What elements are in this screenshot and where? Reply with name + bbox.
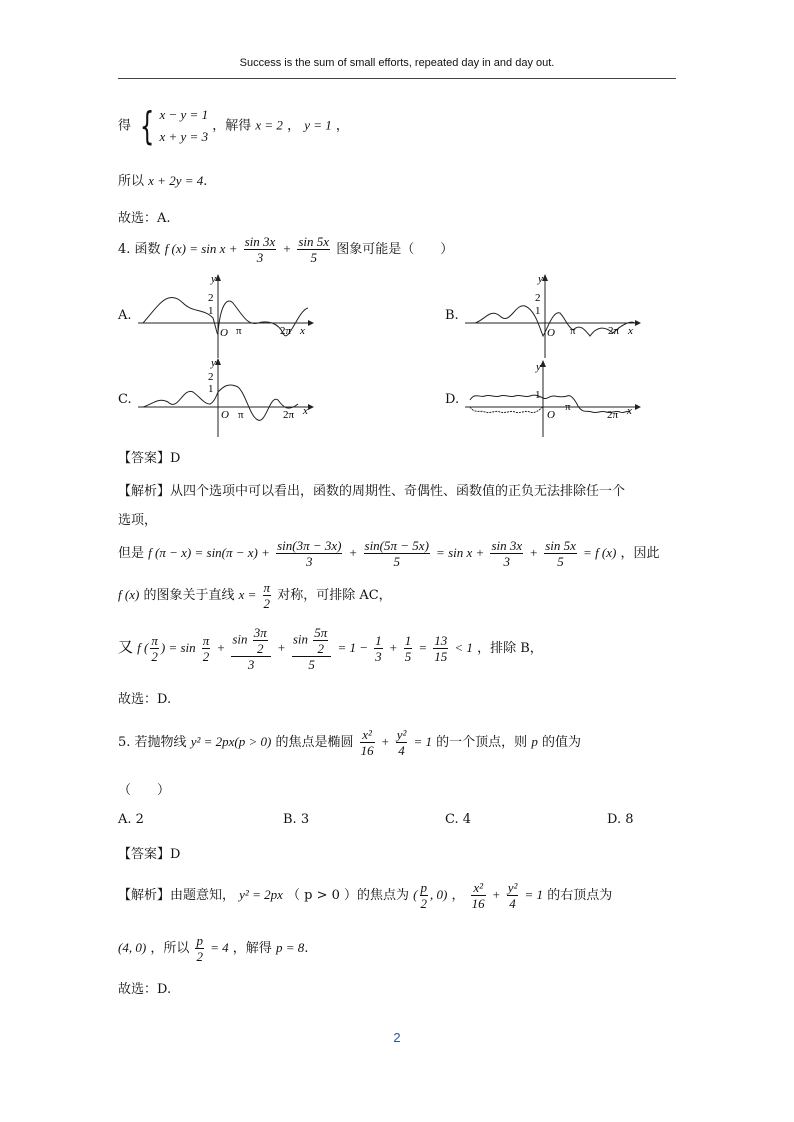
tick-pi: π (565, 401, 571, 413)
derivation-frac-1 (276, 538, 342, 569)
q5-choose: 故选：D. (118, 982, 172, 997)
sym-fx: f (x) (118, 587, 140, 602)
q5-an-cond: （ p > 0 ）的焦点为 (287, 888, 410, 903)
q5-suffix: 的一个顶点，则 (436, 735, 528, 750)
q5-mid: 的焦点是椭圆 (275, 735, 354, 750)
q5-an2-eq: = 4 (210, 940, 229, 955)
q4-symmetry-derivation (118, 538, 660, 569)
q4-frac-2 (297, 234, 330, 265)
plus: + (348, 545, 358, 560)
frac-den: 16 (360, 743, 374, 758)
frac-den: 3 (306, 554, 313, 569)
q4-analysis-line-2: 选项， (118, 513, 158, 528)
plus: + (388, 640, 398, 655)
tick-2: 2 (535, 292, 541, 304)
brace-symbol: { (139, 104, 155, 148)
solution-line-sum (118, 170, 207, 189)
q5-ellipse-x (360, 727, 375, 758)
q4-choose: 故选：D. (118, 692, 172, 707)
plus: + (216, 640, 226, 655)
q4-number: 4. 函数 (118, 242, 161, 257)
option-a-graph (118, 268, 318, 358)
frac-den: 16 (471, 896, 485, 911)
equation-1: x − y = 1 (159, 107, 209, 122)
derivation-mid: = sin x + (436, 545, 485, 560)
page-number: 2 (393, 1030, 401, 1045)
option-b-label: B. (445, 308, 459, 323)
frac-num: sin 5x (298, 234, 330, 249)
equation-2: x + y = 3 (159, 129, 209, 144)
frac-num: sin 3x (491, 538, 523, 553)
q5-p: p (531, 734, 538, 749)
question-4 (118, 234, 453, 265)
frac-den: 5 (557, 554, 564, 569)
you-s3-frac (292, 625, 331, 672)
frac-num: π (151, 633, 158, 648)
option-b-graph (445, 268, 645, 358)
frac-num: 5π (314, 625, 328, 640)
x-value: x = 2 (255, 117, 283, 133)
header-rule (118, 78, 676, 79)
tick-1: 1 (535, 305, 541, 317)
text-you: 又 (118, 638, 134, 656)
q5-an-ellipse-x (471, 880, 486, 911)
axis-y-label: y (536, 361, 541, 373)
axis-y-label: y (538, 273, 543, 285)
option-a-label: A. (118, 308, 132, 323)
q5-an-suffix: 的右顶点为 (547, 888, 613, 903)
q5-answer: 【答案】D (118, 847, 181, 862)
axis-x-label: x (627, 405, 632, 417)
tick-2pi: 2π (283, 409, 295, 421)
you-a-frac (374, 633, 383, 664)
option-c-graph (118, 352, 318, 442)
q4-suffix: 图象可能是（ ） (336, 242, 454, 257)
frac-den: 2 (151, 649, 158, 664)
q5-an-eq: = 1 (524, 887, 544, 902)
choice-line-a: 故选：A. (118, 211, 171, 226)
frac-num: sin(3π − 3x) (277, 538, 342, 553)
inner-frac (253, 625, 268, 656)
sym-suffix: 对称，可排除 AC， (277, 588, 392, 603)
sin-text: sin (232, 631, 248, 647)
q5-an2-solve: ，解得 (232, 941, 272, 956)
text-de: 得 (118, 118, 132, 134)
frac-num: 1 (404, 633, 412, 648)
tick-2: 2 (208, 371, 214, 383)
q5-choice-d: D. 8 (607, 812, 634, 827)
tick-pi: π (570, 325, 576, 337)
solution-line-system (118, 104, 349, 148)
period: . (203, 174, 208, 189)
plus: + (380, 734, 390, 749)
you-c-frac (433, 633, 448, 664)
you-f: f ( (137, 640, 149, 655)
q5-an2-mid: ，所以 (150, 941, 190, 956)
text-danshi: 但是 (118, 546, 145, 561)
q4-frac-1 (244, 234, 277, 265)
you-suffix: ，排除 B， (477, 641, 543, 656)
derivation-lhs: f (π − x) = sin(π − x) + (148, 545, 270, 560)
q5-an-prefix: 【解析】由题意知， (118, 888, 236, 903)
frac-den: 3 (256, 250, 264, 265)
text-solved: ，解得 (212, 118, 252, 134)
frac-num: p (420, 880, 428, 895)
paren-close: , 0) (430, 887, 448, 902)
you-eq: ) = sin (160, 640, 196, 655)
sum-expression: x + 2y = 4 (148, 173, 204, 188)
derivation-frac-4 (544, 538, 577, 569)
q5-eq: = 1 (413, 734, 433, 749)
derivation-rhs: = f (x) (583, 545, 617, 560)
q4-answer: 【答案】D (118, 451, 181, 466)
axis-x-label: x (300, 325, 305, 337)
frac-num (292, 625, 331, 657)
page-header-motto: Success is the sum of small efforts, repeated day in and day out. (239, 57, 555, 69)
frac-num: π (263, 580, 271, 595)
tick-1: 1 (208, 305, 214, 317)
paren-open: ( (413, 887, 418, 902)
tick-2pi: 2π (607, 409, 619, 421)
you-eq2: = 1 − (337, 640, 368, 655)
derivation-frac-2 (364, 538, 430, 569)
option-b-plot (465, 268, 645, 358)
plus: + (276, 640, 286, 655)
plus: + (491, 887, 501, 902)
option-d-label: D. (445, 392, 460, 407)
frac-den: 2 (317, 641, 325, 656)
frac-num: 3π (253, 625, 267, 640)
q5-suffix2: 的值为 (541, 735, 581, 750)
tick-2pi: 2π (608, 325, 620, 337)
frac-den: 2 (202, 649, 210, 664)
tick-1: 1 (208, 383, 214, 395)
frac-den: 5 (393, 554, 400, 569)
option-c-plot (138, 352, 318, 442)
frac-num: sin(5π − 5x) (364, 538, 429, 553)
axis-y-label: y (211, 273, 216, 285)
equation-system (159, 104, 208, 148)
origin-label: O (221, 409, 229, 421)
origin-label: O (220, 327, 228, 339)
frac-den: 2 (420, 896, 428, 911)
y-value: y = 1 (304, 117, 332, 133)
q4-symmetry-line (118, 580, 392, 611)
frac-den: 2 (257, 641, 264, 656)
option-d-plot (465, 352, 645, 442)
tick-1: 1 (535, 389, 541, 401)
option-d-graph (445, 352, 645, 442)
q5-an2-result: p = 8 (275, 940, 305, 955)
you-lt: < 1 (454, 640, 473, 655)
you-pi-frac (150, 633, 159, 664)
sym-x: x = (238, 587, 257, 602)
option-a-plot (138, 268, 318, 358)
frac-num: x² (360, 727, 375, 743)
period: . (304, 941, 309, 956)
q5-an-parab: y² = 2px (239, 887, 283, 902)
q5-choice-c: C. 4 (445, 812, 472, 827)
q4-value-line (118, 625, 543, 672)
frac-den: 5 (310, 250, 317, 265)
origin-label: O (547, 409, 555, 421)
q5-an2-frac (195, 933, 204, 964)
q5-parabola: y² = 2px(p > 0) (190, 734, 272, 749)
option-c-label: C. (118, 392, 132, 407)
frac-num: p (196, 933, 203, 948)
q5-an-ellipse-y (507, 880, 519, 911)
frac-num: π (202, 633, 210, 648)
origin-label: O (547, 327, 555, 339)
frac-num: y² (507, 880, 518, 895)
q4-analysis-line-1: 【解析】从四个选项中可以看出，函数的周期性、奇偶性、函数值的正负无法排除任一个 (118, 484, 626, 499)
frac-den: 2 (196, 949, 203, 964)
frac-den: 15 (434, 649, 448, 664)
separator-end: ， (335, 118, 349, 134)
tick-pi: π (236, 325, 242, 337)
you-s2-frac (231, 625, 270, 672)
tick-2: 2 (208, 292, 214, 304)
sin-text: sin (292, 631, 309, 647)
q5-choice-b: B. 3 (283, 812, 310, 827)
sym-frac (263, 580, 272, 611)
frac-den: 4 (398, 743, 405, 758)
frac-num: sin 5x (545, 538, 576, 553)
you-eq3: = (418, 640, 428, 655)
plus: + (529, 545, 539, 560)
frac-den: 4 (509, 896, 516, 911)
q5-analysis-line-1 (118, 880, 612, 911)
you-b-frac (404, 633, 413, 664)
frac-den: 5 (308, 657, 315, 672)
separator: ， (451, 888, 465, 903)
frac-den: 3 (375, 649, 382, 664)
frac-num: 13 (434, 633, 448, 648)
plus: + (282, 241, 292, 256)
q5-choice-a: A. 2 (118, 812, 144, 827)
q5-analysis-line-2 (118, 933, 308, 964)
frac-den: 5 (404, 649, 412, 664)
q5-paren: （ ） (118, 783, 171, 798)
frac-num (231, 625, 270, 657)
separator: ， (287, 118, 301, 134)
sym-text: 的图象关于直线 (143, 588, 235, 603)
text-suoyi: 所以 (118, 174, 145, 189)
derivation-frac-3 (490, 538, 523, 569)
question-5 (118, 727, 581, 758)
frac-num: y² (396, 727, 407, 742)
frac-num: 1 (375, 633, 382, 648)
frac-den: 2 (263, 596, 271, 611)
q4-function: f (x) = sin x + (164, 241, 238, 256)
frac-den: 3 (247, 657, 255, 672)
tick-pi: π (238, 409, 244, 421)
q5-number: 5. 若抛物线 (118, 735, 187, 750)
frac-den: 3 (503, 554, 511, 569)
inner-frac (313, 625, 328, 656)
tick-2pi: 2π (280, 325, 292, 337)
axis-x-label: x (628, 325, 633, 337)
frac-num: sin 3x (244, 234, 276, 249)
axis-y-label: y (211, 357, 216, 369)
frac-num: x² (471, 880, 486, 896)
axis-x-label: x (303, 405, 308, 417)
text-yinci: ，因此 (620, 546, 660, 561)
q5-point: (4, 0) (118, 940, 147, 955)
q5-focus-frac (420, 880, 429, 911)
q5-ellipse-y (396, 727, 408, 758)
you-s1-frac (202, 633, 211, 664)
